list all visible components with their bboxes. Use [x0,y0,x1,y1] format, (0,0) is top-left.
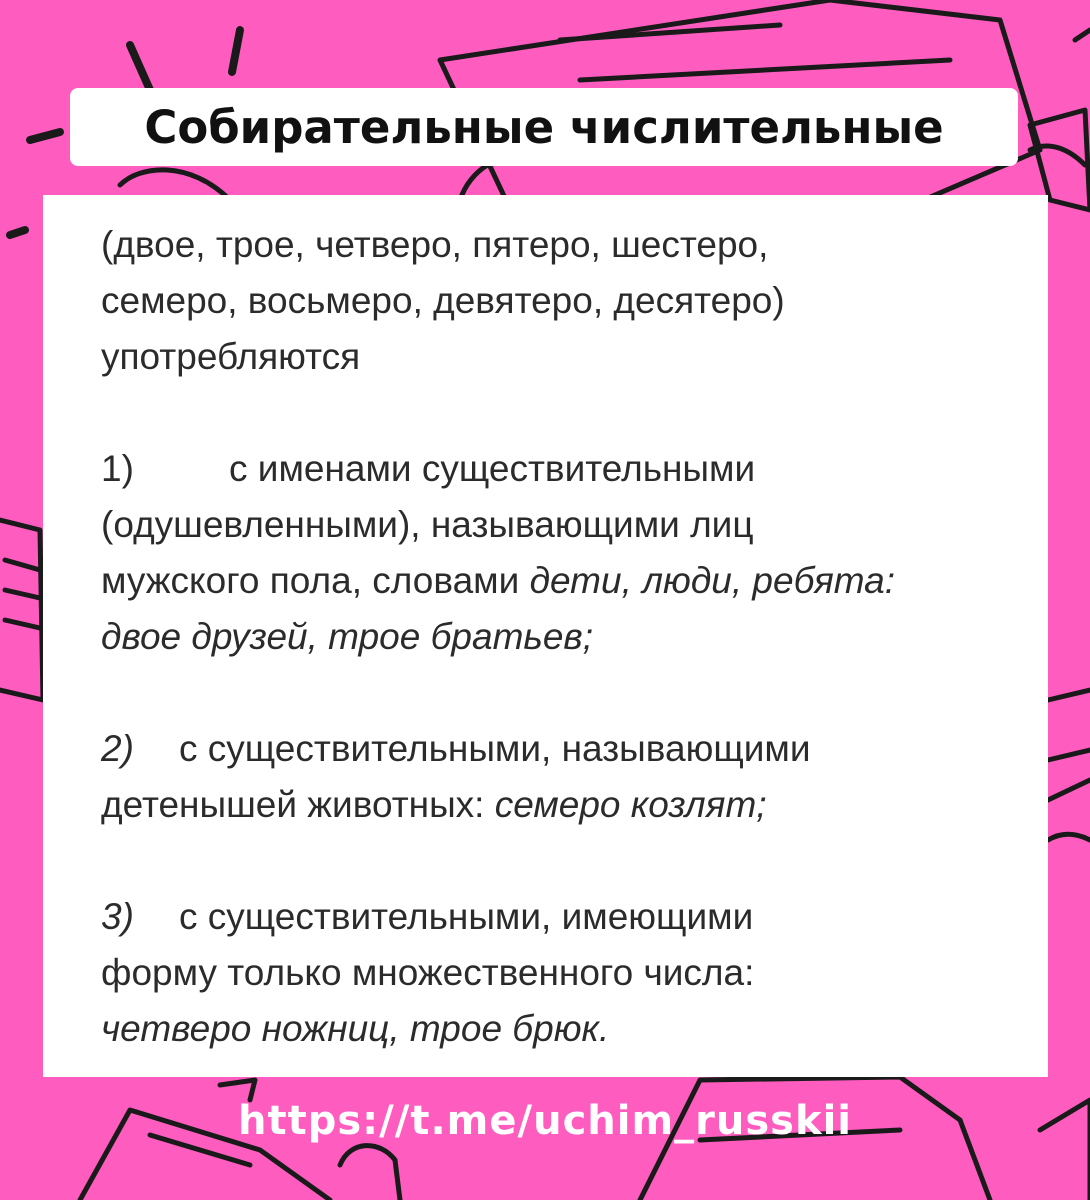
pencil-icon [1030,30,1090,210]
rule-example: двое друзей, трое братьев; [101,616,594,657]
rule-example: семеро козлят; [494,784,767,825]
title-banner [70,88,1018,166]
rule-line: форму только множественного числа: [101,952,755,993]
rule-text: с именами существительными [229,448,756,489]
rule-item-3 [101,889,1008,1057]
rule-text: с существительными, называющими [179,728,811,769]
rule-example: четверо ножниц, трое брюк. [101,1008,610,1049]
rule-line [101,721,1008,777]
intro-line: употребляются [101,336,361,377]
rule-example: дети, люди, ребята: [529,560,895,601]
content-card [43,195,1048,1077]
page-title: Собирательные числительные [144,100,944,154]
content-text [101,217,1008,1113]
intro-line: семеро, восьмеро, девятеро, десятеро) [101,280,785,321]
rule-item-1 [101,441,1008,665]
rule-number: 1) [101,448,134,489]
rule-line [101,777,1008,833]
rule-line [101,553,1008,609]
rule-number: 2) [101,728,134,769]
intro-line: (двое, трое, четверо, пятеро, шестеро, [101,224,769,265]
rule-number: 3) [101,896,134,937]
intro-paragraph [101,217,1008,385]
rule-text: мужского пола, словами [101,560,530,601]
channel-link[interactable]: https://t.me/uchim_russkii [237,1098,852,1144]
rule-text: детенышей животных: [101,784,495,825]
rule-line [101,889,1008,945]
rule-line [101,441,1008,497]
rule-item-2 [101,721,1008,833]
rule-text: с существительными, имеющими [179,896,754,937]
rule-line: (одушевленными), называющими лиц [101,504,754,545]
book-icon [0,520,43,700]
